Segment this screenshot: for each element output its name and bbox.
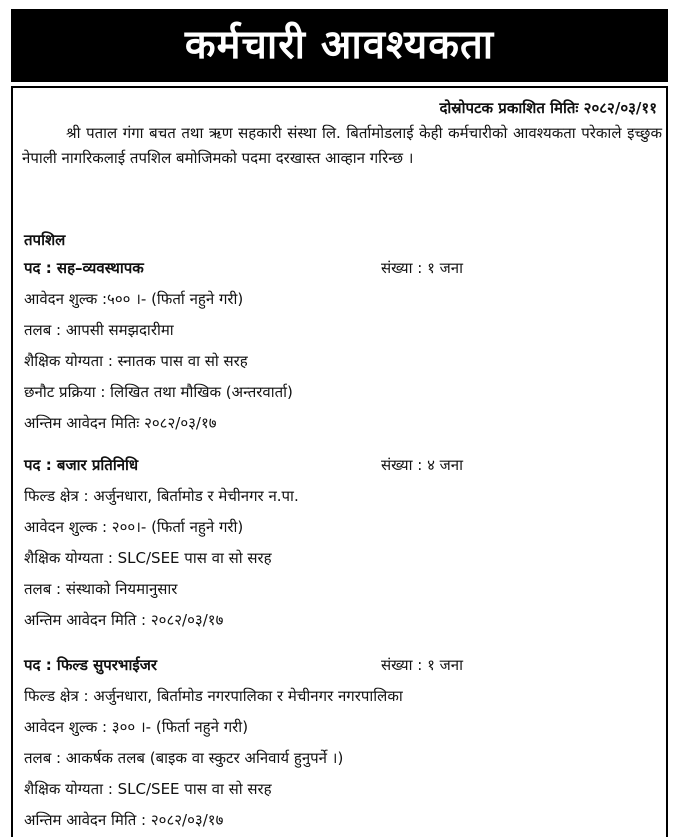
- deadline: अन्तिम आवेदन मिति : २०८२/०३/१७: [24, 611, 224, 629]
- application-fee: आवेदन शुल्क :५०० ।- (फिर्ता नहुने गरी): [24, 290, 244, 308]
- position-title: पद : बजार प्रतिनिधि: [24, 456, 139, 474]
- salary: तलब : आपसी समझदारीमा: [24, 321, 174, 339]
- position-header: [24, 655, 664, 681]
- salary: तलब : आकर्षक तलब (बाइक वा स्कुटर अनिवार्य हुनुपर्ने ।): [24, 749, 344, 767]
- selection-process: छनौट प्रक्रिया : लिखित तथा मौखिक (अन्तरवार्ता): [24, 383, 293, 401]
- position-block-market-representative: [24, 455, 664, 636]
- qualification: शैक्षिक योग्यता : SLC/SEE पास वा सो सरह: [24, 780, 272, 798]
- application-fee: आवेदन शुल्क : ३०० ।- (फिर्ता नहुने गरी): [24, 718, 249, 736]
- position-count: संख्या : १ जना: [381, 259, 463, 277]
- position-title: पद : फिल्ड सुपरभाईजर: [24, 656, 157, 674]
- field-area: फिल्ड क्षेत्र : अर्जुनधारा, बिर्तामोड नगरपालिका र मेचीनगर नगरपालिका: [24, 687, 403, 705]
- field-area: फिल्ड क्षेत्र : अर्जुनधारा, बिर्तामोड र मेचीनगर न.पा.: [24, 487, 299, 505]
- position-title: पद : सह–व्यवस्थापक: [24, 259, 144, 277]
- section-title: तपशिल: [24, 231, 66, 249]
- notice-title: कर्मचारी आवश्यकता: [11, 9, 668, 82]
- application-fee: आवेदन शुल्क : २००।- (फिर्ता नहुने गरी): [24, 518, 244, 536]
- salary: तलब : संस्थाको नियमानुसार: [24, 580, 178, 598]
- position-header: [24, 258, 664, 284]
- position-count: संख्या : १ जना: [381, 656, 463, 674]
- deadline: अन्तिम आवेदन मितिः २०८२/०३/१७: [24, 414, 217, 432]
- published-date: दोस्रोपटक प्रकाशित मितिः २०८२/०३/११: [439, 99, 657, 117]
- intro-paragraph: श्री पताल गंगा बचत तथा ऋण सहकारी संस्था लि. बिर्तामोडलाई केही कर्मचारीको आवश्यकता परेकाले इच्छुक नेपाली नागरिकलाई तपशिल बमोजिमको पदमा दरखास्त आव्हान गरिन्छ ।: [22, 124, 662, 167]
- position-count: संख्या : ४ जना: [381, 456, 463, 474]
- qualification: शैक्षिक योग्यता : स्नातक पास वा सो सरह: [24, 352, 248, 370]
- deadline: अन्तिम आवेदन मिति : २०८२/०३/१७: [24, 811, 224, 829]
- qualification: शैक्षिक योग्यता : SLC/SEE पास वा सो सरह: [24, 549, 272, 567]
- position-header: [24, 455, 664, 481]
- position-block-field-supervisor: [24, 655, 664, 836]
- position-block-assistant-manager: [24, 258, 664, 439]
